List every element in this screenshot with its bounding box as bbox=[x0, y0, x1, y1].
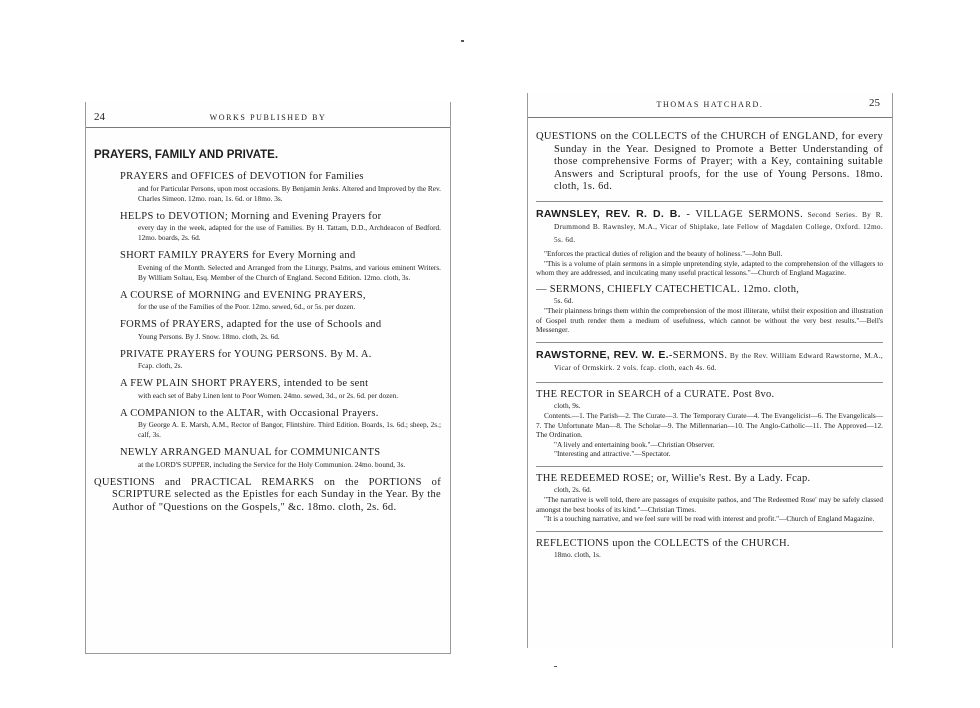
header-rule bbox=[528, 117, 892, 118]
running-head: WORKS PUBLISHED BY bbox=[209, 113, 327, 122]
left-page-body bbox=[94, 147, 441, 521]
rose-title: THE REDEEMED ROSE; or, Willie's Rest. By a Lady. Fcap. bbox=[536, 472, 811, 484]
section-heading: PRAYERS, FAMILY AND PRIVATE. bbox=[94, 149, 279, 161]
review-quote: "Interesting and attractive."—Spectator. bbox=[554, 449, 671, 458]
entry-title: FORMS of PRAYERS, adapted for the use of Schools and bbox=[120, 319, 382, 330]
scan-speck bbox=[554, 666, 557, 667]
review-quote: "The narrative is well told, there are passages of exquisite pathos, and 'The Redeemed Rose' may be safely classed amongst the best books of its kind."—Christian Times. bbox=[536, 495, 883, 514]
entry-title: NEWLY ARRANGED MANUAL for COMMUNICANTS bbox=[120, 447, 381, 458]
review-quote: "Their plainness brings them within the comprehension of the most illiterate, whilst their exposition and illustration of Gospel truth render them a medium of usefulness, which cannot be without the very best results."—Bell's Messenger. bbox=[536, 306, 883, 334]
rector-title: THE RECTOR in SEARCH of a CURATE. Post 8vo. bbox=[536, 388, 775, 400]
divider bbox=[536, 466, 883, 467]
right-page-body bbox=[536, 131, 883, 567]
running-head: THOMAS HATCHARD. bbox=[656, 100, 764, 109]
entry-detail: for the use of the Families of the Poor. 12mo. sewed, 6d., or 5s. per dozen. bbox=[138, 302, 356, 311]
page-number: 25 bbox=[869, 97, 880, 109]
entry-title: PRAYERS and OFFICES of DEVOTION for Families bbox=[120, 171, 364, 182]
entry-detail: Young Persons. By J. Snow. 18mo. cloth, 2s. 6d. bbox=[138, 331, 280, 341]
sermons-title: — SERMONS, CHIEFLY CATECHETICAL. 12mo. cloth, bbox=[536, 283, 800, 295]
title-village-sermons: VILLAGE SERMONS. bbox=[695, 208, 804, 220]
entry-detail: at the LORD'S SUPPER, including the Service for the Holy Communion. 24mo. bound, 3s. bbox=[138, 459, 406, 469]
rose-price: cloth, 2s. 6d. bbox=[554, 485, 592, 494]
entry-list bbox=[94, 171, 441, 470]
entry bbox=[94, 290, 441, 313]
review-quote: "A lively and entertaining book."—Christian Observer. bbox=[554, 439, 715, 449]
entry-title: PRIVATE PRAYERS for YOUNG PERSONS. By M. A. bbox=[120, 348, 372, 360]
reflections-title: REFLECTIONS upon the COLLECTS of the CHURCH. bbox=[536, 537, 790, 549]
rawstorne-detail: By the Rev. William Edward Rawstorne, M.A., Vicar of Ormskirk. 2 vols. fcap. cloth, each 4s. 6d. bbox=[554, 350, 883, 372]
entry-questions-portions: QUESTIONS and PRACTICAL REMARKS on the PORTIONS of SCRIPTURE selected as the Epistles for each Sunday in the Year. By the Author of "Questions on the Gospels," &c. 18mo. cloth, 2s. 6d. bbox=[94, 476, 441, 513]
rector-price: cloth, 9s. bbox=[554, 401, 581, 410]
review-quote: "Enforces the practical duties of religion and the beauty of holiness."—John Bull. bbox=[544, 249, 783, 258]
entry-detail: every day in the week, adapted for the use of Families. By H. Tattam, D.D., Archdeacon of Bedford. 12mo. boards, 2s. 6d. bbox=[138, 223, 441, 242]
rector-contents: Contents.—1. The Parish—2. The Curate—3. The Temporary Curate—4. The Evangelicist—6. The Evangelicals—7. The Unfortunate Man—8. The Scholar—9. The Millennarian—10. The Anglo-Catholic—11. The Approved—12. The Ordination. bbox=[536, 411, 883, 439]
author-separator: - bbox=[680, 208, 696, 220]
entry-sermons-catechetical bbox=[536, 284, 883, 335]
entry-redeemed-rose bbox=[536, 473, 883, 524]
entry bbox=[94, 378, 441, 401]
entry bbox=[94, 319, 441, 342]
review-quote: "This is a volume of plain sermons in a simple unpretending style, adapted to the comprehension of the villagers to whom they are addressed, and inculcating many useful practical lessons."—Church of England Magazine. bbox=[536, 258, 883, 277]
divider bbox=[536, 201, 883, 202]
entry bbox=[94, 171, 441, 204]
entry-detail: Evening of the Month. Selected and Arranged from the Liturgy, Psalms, and various eminent Writers. By William Soltau, Esq. Member of the Church of England. Second Edition. 12mo. cloth, 3s. bbox=[138, 262, 441, 282]
entry-title: HELPS to DEVOTION; Morning and Evening Prayers for bbox=[120, 210, 382, 222]
entry-title: A FEW PLAIN SHORT PRAYERS, intended to be sent bbox=[120, 378, 369, 389]
author-rawstorne: RAWSTORNE, REV. W. E. bbox=[536, 348, 669, 361]
left-page bbox=[85, 102, 451, 654]
entry bbox=[94, 447, 441, 470]
rawnsley-detail: Second Series. By R. Drummond B. Rawnsley, M.A., Vicar of Shiplake, late Fellow of Magdalen College, Oxford. 12mo. 5s. 6d. bbox=[554, 209, 883, 244]
page-number: 24 bbox=[94, 111, 105, 123]
entry bbox=[94, 250, 441, 283]
header-rule bbox=[86, 127, 450, 128]
entry bbox=[94, 349, 441, 372]
entry-title: A COURSE of MORNING and EVENING PRAYERS, bbox=[120, 289, 366, 301]
entry-detail: By George A. E. Marsh, A.M., Rector of Bangor, Flintshire. Third Edition. Boards, 1s. 6d.; sheep, 2s.; calf, 3s. bbox=[138, 420, 441, 439]
reflections-price: 18mo. cloth, 1s. bbox=[554, 550, 601, 559]
review-quote: "It is a touching narrative, and we feel sure will be read with interest and profit."—Church of England Magazine. bbox=[544, 514, 875, 523]
entry-detail: Fcap. cloth, 2s. bbox=[138, 361, 183, 370]
divider bbox=[536, 531, 883, 532]
entry-reflections bbox=[536, 538, 883, 561]
entry bbox=[94, 408, 441, 441]
entry-detail: and for Particular Persons, upon most occasions. By Benjamin Jenks. Altered and Improved by the Rev. Charles Simeon. 12mo. roan, 1s. 6d. or 18mo. 3s. bbox=[138, 183, 441, 203]
author-separator: - bbox=[668, 349, 673, 361]
author-rawnsley: RAWNSLEY, REV. R. D. B. bbox=[536, 207, 681, 220]
entry-title: SHORT FAMILY PRAYERS for Every Morning and bbox=[120, 250, 356, 261]
entry-rawstorne bbox=[536, 349, 883, 375]
entry bbox=[94, 211, 441, 244]
entry-rawnsley bbox=[536, 208, 883, 278]
entry-title: A COMPANION to the ALTAR, with Occasional Prayers. bbox=[120, 407, 379, 419]
right-page bbox=[527, 93, 893, 648]
entry-detail: with each set of Baby Linen lent to Poor Women. 24mo. sewed, 3d., or 2s. 6d. per dozen. bbox=[138, 390, 399, 400]
title-sermons: SERMONS. bbox=[672, 349, 728, 361]
scan-speck bbox=[461, 40, 464, 42]
divider bbox=[536, 342, 883, 343]
entry-questions-collects: QUESTIONS on the COLLECTS of the CHURCH of ENGLAND, for every Sunday in the Year. Designed to Promote a Better Understanding of those comprehensive Forms of Prayer; with a Key, containing suitable Answers and Scriptural proofs, for the use of Young Persons. 18mo. cloth, 1s. 6d. bbox=[536, 131, 883, 192]
divider bbox=[536, 382, 883, 383]
entry-rector bbox=[536, 389, 883, 459]
sermons-price: 5s. 6d. bbox=[554, 296, 574, 305]
